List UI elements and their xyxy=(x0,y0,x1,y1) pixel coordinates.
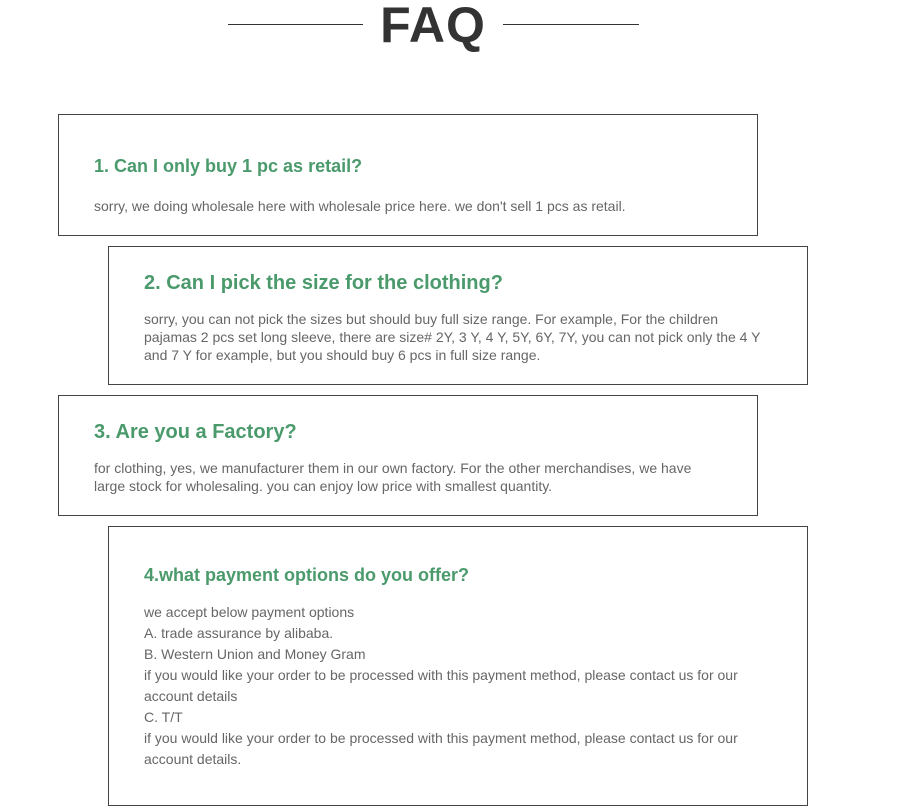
payment-note: if you would like your order to be processed with this payment method, please contact us for our account details xyxy=(144,667,738,704)
payment-option-western-union: B. Western Union and Money Gram xyxy=(144,646,366,662)
payment-intro: we accept below payment options xyxy=(144,604,355,620)
faq-header xyxy=(0,0,866,53)
payment-note: if you would like your order to be processed with this payment method, please contact us for our account details. xyxy=(144,730,738,767)
payment-option-trade-assurance: A. trade assurance by alibaba. xyxy=(144,625,334,641)
faq-card-4 xyxy=(108,526,808,806)
faq-question: 2. Can I pick the size for the clothing? xyxy=(144,272,503,294)
faq-answer: sorry, we doing wholesale here with wholesale price here. we don't sell 1 pcs as retail. xyxy=(94,198,626,214)
faq-question: 4.what payment options do you offer? xyxy=(144,565,470,585)
faq-card-2 xyxy=(108,246,808,385)
header-divider-left xyxy=(228,24,363,25)
faq-answer: sorry, you can not pick the sizes but should buy full size range. For example, For the children pajamas 2 pcs set long sleeve, there are size# 2Y, 3 Y, 4 Y, 5Y, 6Y, 7Y, you can not pick only the 4 Y and 7 Y for example, but you should buy 6 pcs in full size range. xyxy=(144,311,761,363)
faq-answer: for clothing, yes, we manufacturer them in our own factory. For the other merchandises, we have large stock for wholesaling. you can enjoy low price with smallest quantity. xyxy=(94,460,692,494)
faq-question: 1. Can I only buy 1 pc as retail? xyxy=(94,156,363,176)
page-title: FAQ xyxy=(380,0,486,53)
faq-question: 3. Are you a Factory? xyxy=(94,421,297,443)
payment-option-tt: C. T/T xyxy=(144,709,183,725)
faq-card-3 xyxy=(58,395,758,516)
header-divider-right xyxy=(503,24,639,25)
faq-answer xyxy=(144,602,754,770)
faq-card-1 xyxy=(58,114,758,236)
